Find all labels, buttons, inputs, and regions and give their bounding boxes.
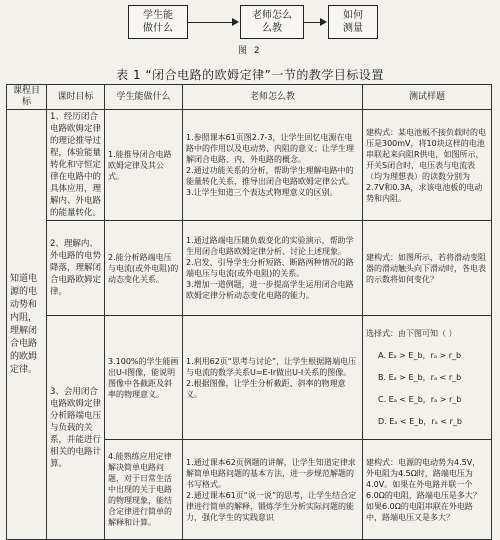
lesson-goal-cell: 3、会用闭合电路欧姆定律分析路端电压与负载的关系，并能进行相关的电路计算。 — [47, 316, 105, 540]
teaching-goals-table — [6, 84, 492, 540]
header-course-goal: 课程目标 — [7, 85, 47, 110]
flow-box-teacher: 老师怎么 么教 — [240, 5, 304, 39]
flow-arrow-1 — [188, 22, 234, 23]
header-lesson-goal: 课时目标 — [47, 85, 105, 110]
flow-arrowhead-2 — [320, 18, 327, 26]
option-d: D. Eₐ < E_b，rₐ < r_b — [378, 417, 462, 426]
student-cell: 4.能熟练应用定律解决简单电路问题，对于日常生活中出现的关于电路的物理现象，能结合定律进行简单的解释和计算。 — [105, 440, 183, 540]
table-row — [7, 110, 492, 221]
student-cell: 3.100%的学生能画出U-I图像，能说明图像中各截距及斜率的物理意义。 — [105, 316, 183, 440]
figure-label: 图 2 — [238, 46, 262, 56]
flow-box-measure: 如何 测量 — [328, 5, 378, 39]
teacher-cell: 1.参照课本61页图2.7-3，让学生回忆电源在电路中的作用以及电动势、内阻的意义；让学生理解闭合电路、内、外电路的概念。 2.通过功能关系的分析，帮助学生理解电路中的能量转化关系，推导出闭合电路欧姆定律公式。 3.让学生知道三个表达式物理意义的区别。 — [183, 110, 363, 221]
test-question: 选择式：由下图可知（ ） — [366, 329, 457, 338]
test-cell: 建构式：某电池板不接负载时的电压是300mV，将10块这样的电池串联起来向阻R供电，如图所示，开关S闭合时，电压表与电流表（均为理想表）的读数分别为2.7V和0.3A，求该电池板的电动势和内阻。 — [363, 110, 492, 221]
table-row — [7, 316, 492, 440]
teacher-cell: 1.通过课本62页例题的讲解，让学生知道定律求解简单电路问题的基本方法，进一步规范解题的书写格式。 2.通过课本61页“说一说”的思考，让学生结合定律进行简单的解释，锻炼学生分析实际问题的能力，强化学生的实践意识 — [183, 440, 363, 540]
header-teacher: 老师怎么教 — [183, 85, 363, 110]
option-c: C. Eₐ < E_b，rₐ > r_b — [378, 395, 462, 404]
table-header-row — [7, 85, 492, 110]
test-cell — [363, 316, 492, 440]
test-cell: 建构式：电源的电动势为4.5V，外电阻为4.5Ω时，路端电压为4.0V。如果在外电路并联一个6.0Ω的电阻，路端电压是多大？如果6.0Ω的电阻串联在外电路中，路端电压又是多大？ — [363, 440, 492, 540]
option-b: B. Eₐ > E_b，rₐ < r_b — [378, 373, 462, 382]
lesson-goal-cell: 2、理解内、外电路的电势降落，理解闭合电路欧姆定律。 — [47, 221, 105, 316]
course-goal-cell: 知道电源的电动势和内阻，理解闭合电路的欧姆定律。 — [7, 110, 47, 540]
flow-box-student: 学生能 做什么 — [128, 5, 188, 39]
flow-arrowhead-1 — [232, 18, 239, 26]
lesson-goal-cell: 1、经历闭合电路欧姆定律的理论推导过程，体验能量转化和守恒定律在电路中的具体应用，理解内、外电路的能量转化。 — [47, 110, 105, 221]
option-a: A. Eₐ > E_b，rₐ > r_b — [378, 351, 462, 360]
student-cell: 2.能分析路端电压与电流(或外电阻)的动态变化关系。 — [105, 221, 183, 316]
header-test: 测试样题 — [363, 85, 492, 110]
teacher-cell: 1.通过路端电压随负载变化的实验演示，帮助学生用闭合电路欧姆定律分析、讨论上述现象。 2.启发、引导学生分析短路、断路两种情况的路端电压与电流(或外电阻)的关系。 3.增加一道例题，进一步提高学生运用闭合电路欧姆定律分析动态变化电路的能力。 — [183, 221, 363, 316]
teacher-cell: 1.利用62页“思考与讨论”，让学生根据路端电压与电流的数学关系U=E-Ir做出U-I关系的图像。 2.根据图像，让学生分析截距、斜率的物理意义。 — [183, 316, 363, 440]
table-caption: 表 1 “闭合电路的欧姆定律”一节的教学目标设置 — [116, 68, 384, 82]
test-cell: 建构式：如图所示，若将滑动变阻器的滑动触头向下滑动时，各电表的示数将如何变化？ — [363, 221, 492, 316]
student-cell: 1.能推导闭合电路欧姆定律及其公式。 — [105, 110, 183, 221]
table-row — [7, 221, 492, 316]
header-student: 学生能做什么 — [105, 85, 183, 110]
